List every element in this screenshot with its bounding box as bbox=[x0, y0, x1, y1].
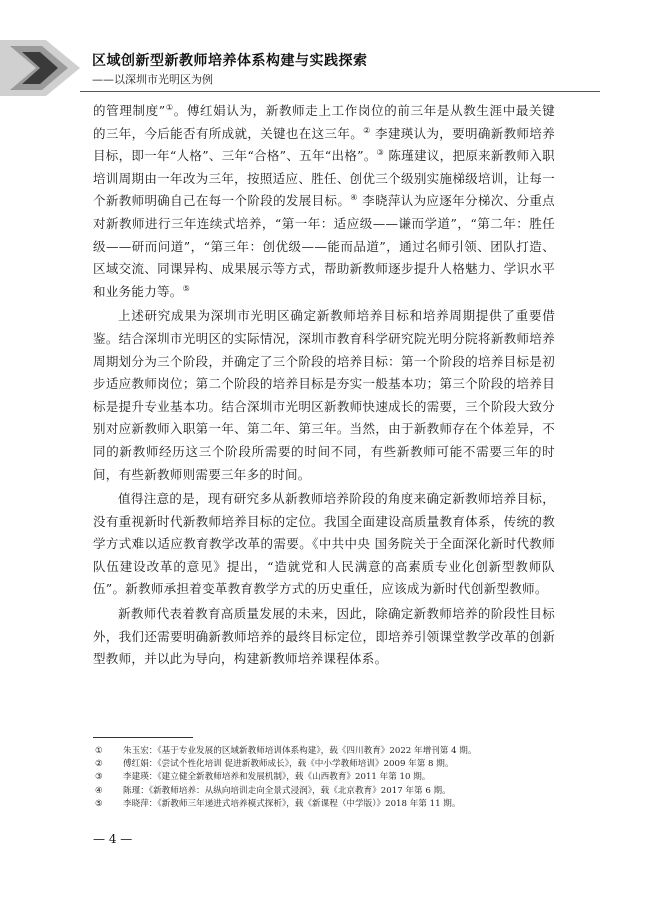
paragraph bbox=[93, 100, 555, 303]
paragraph bbox=[93, 305, 555, 486]
footnote-item bbox=[93, 785, 563, 798]
footnote-number: ③ bbox=[95, 772, 103, 783]
footnote-text: 陈瑾：《新教师培养：从纵向培训走向全景式浸润》，载《北京教育》2017 年第 6 期。 bbox=[123, 785, 451, 796]
footnote-number: ④ bbox=[95, 785, 103, 796]
footnote-ref[interactable]: ⑤ bbox=[182, 283, 191, 293]
footnote-number: ② bbox=[95, 759, 103, 770]
page-number: — 4 — bbox=[93, 832, 133, 846]
footnote-item bbox=[93, 758, 563, 771]
paragraph-text: 新教师代表着教育高质量发展的未来，因此，除确定新教师培养的阶段性目标外，我们还需要明确新教师培养的最终目标定位，即培养引领课堂教学改革的创新型教师，并以此为导向，构建新教师培养课程体系。 bbox=[93, 606, 555, 667]
footnote-text: 李晓萍：《新教师三年递进式培养模式探析》，载《新课程（中学版）》2018 年第 11 期。 bbox=[123, 798, 461, 809]
footnote-item bbox=[93, 771, 563, 784]
footnote-separator bbox=[93, 737, 193, 738]
running-header bbox=[0, 40, 650, 96]
paragraph bbox=[93, 603, 555, 671]
footnote-text: 傅红娟：《尝试个性化培训 促进新教师成长》，载《中小学教师培训》2009 年第 8 期。 bbox=[123, 759, 454, 770]
footnote-item bbox=[93, 798, 563, 811]
footnote-ref[interactable]: ② bbox=[363, 125, 371, 135]
footnote-item bbox=[93, 745, 563, 758]
footnote-number: ⑤ bbox=[95, 798, 103, 809]
paragraph-text: 。傅红娟认为，新教师走上工作岗位的前三年是从教生涯中最关键的三年，今后能否有所成就，关键也在这三年。 bbox=[93, 103, 555, 141]
paragraph-text: 李建瑛认为，要明确新教师培养目标，即一年“人格”、三年“合格”、五年“出格”。 bbox=[93, 125, 555, 164]
footnote-number: ① bbox=[95, 746, 103, 756]
paragraph-text: 值得注意的是，现有研究多从新教师培养阶段的角度来确定新教师培养目标，没有重视新时代新教师培养目标的定位。我国全面建设高质量教育体系，传统的教学方式难以适应教育教学改革的需要。《中共中央 国务院关于全面深化新时代教师队伍建设改革的意见》提出，“造就党和人民满意的高素质专业化创新型教师队伍”。新教师承担着变革教育教学方式的历史重任，应该成为新时代创新型教师。 bbox=[93, 491, 555, 597]
footnote-ref[interactable]: ③ bbox=[376, 148, 385, 158]
paragraph bbox=[93, 488, 555, 601]
header-subtitle: ——以深圳市光明区为例 bbox=[92, 73, 213, 86]
footnote-text: 朱玉宏：《基于专业发展的区域新教师培训体系构建》，载《四川教育》2022 年增刊第 4 期。 bbox=[123, 746, 477, 756]
footnotes bbox=[93, 745, 563, 811]
footnote-ref[interactable]: ① bbox=[165, 102, 174, 112]
footnote-text: 李建瑛：《建立健全新教师培养和发展机制》，载《山西教育》2011 年第 10 期。 bbox=[123, 772, 431, 783]
header-chevron-icon bbox=[0, 40, 90, 96]
paragraph-text: 上述研究成果为深圳市光明区确定新教师培养目标和培养周期提供了重要借鉴。结合深圳市光明区的实际情况，深圳市教育科学研究院光明分院将新教师培养周期划分为三个阶段，并确定了三个阶段的培养目标：第一个阶段的培养目标是初步适应教师岗位；第二个阶段的培养目标是夯实一般基本功；第三个阶段的培养目标是提升专业基本功。结合深圳市光明区新教师快速成长的需要，三个阶段大致分别对应新教师入职第一年、第二年、第三年。当然，由于新教师存在个体差异，不同的新教师经历这三个阶段所需要的时间不同，有些新教师可能不需要三年的时间，有些新教师则需要三年多的时间。 bbox=[93, 308, 555, 482]
paragraph-text: 李晓萍认为应逐年分梯次、分重点对新教师进行三年连续式培养，“第一年：适应级——谦而学道”，“第二年：胜任级——研而问道”，“第三年：创优级——能而品道”，通过名师引领、团队打造、区域交流、同课异构、成果展示等方式，帮助新教师逐步提升人格魅力、学识水平和业务能力等。 bbox=[93, 193, 555, 299]
header-rule bbox=[80, 91, 600, 92]
paragraph-text: 的管理制度” bbox=[93, 103, 166, 118]
paragraph-text: 陈瑾建议，把原来新教师入职培训周期由一年改为三年，按照适应、胜任、创优三个级别实施梯级培训，让每一个新教师明确自己在每一个阶段的发展目标。 bbox=[93, 148, 555, 209]
header-title: 区域创新型新教师培养体系构建与实践探索 bbox=[92, 53, 368, 69]
body-text bbox=[93, 100, 555, 671]
footnote-ref[interactable]: ④ bbox=[350, 193, 358, 203]
